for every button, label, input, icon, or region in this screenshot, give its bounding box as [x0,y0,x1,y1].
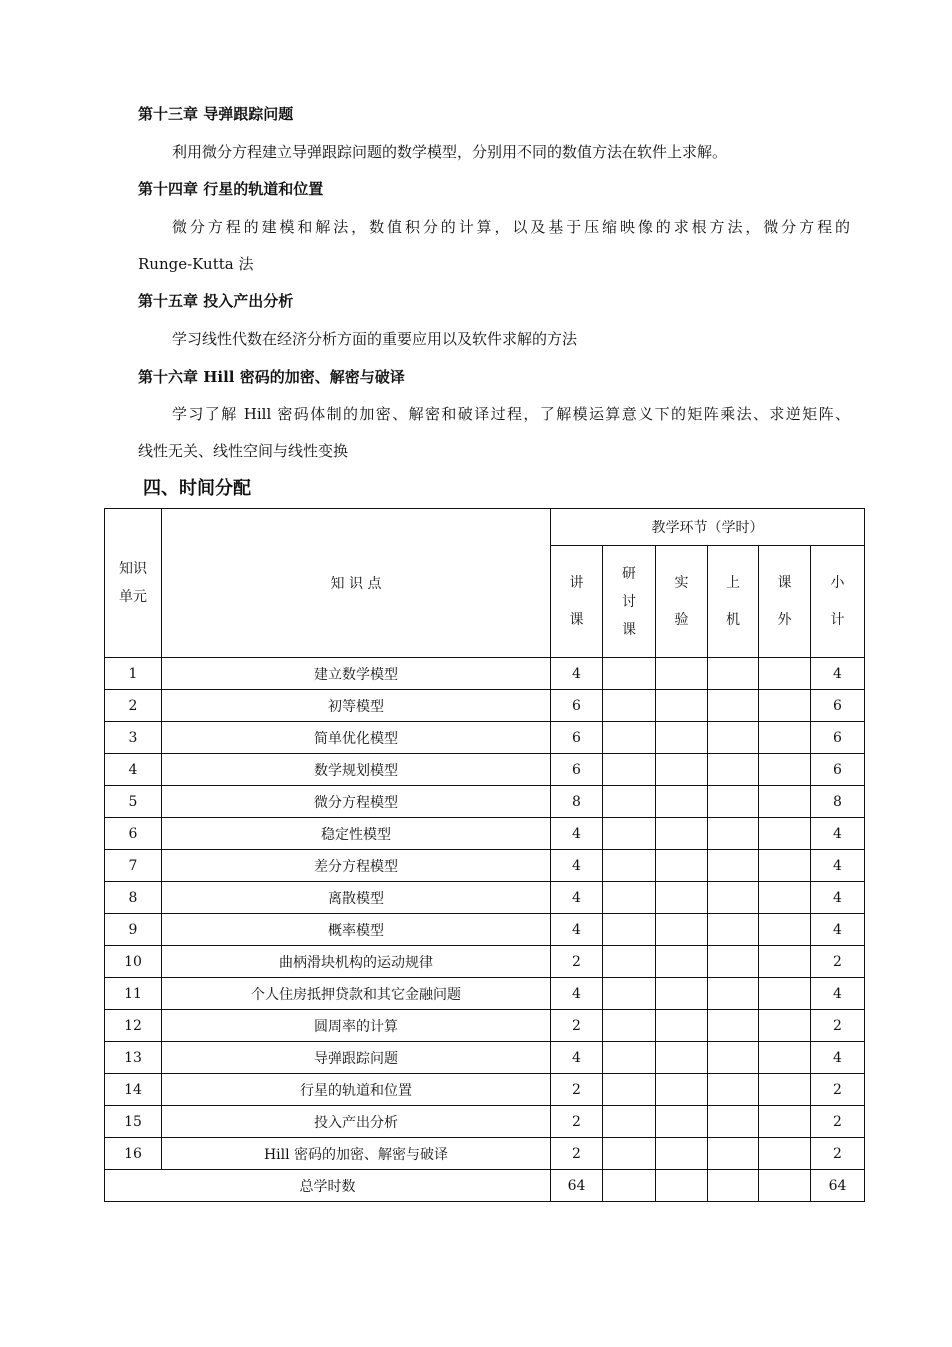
experiment-header-char-2: 验 [674,611,689,628]
seminar-hours-cell [603,690,656,722]
unit-number-cell: 12 [105,1010,162,1042]
total-computer-cell [708,1170,759,1202]
lecture-hours-cell: 4 [551,978,603,1010]
seminar-hours-cell [603,658,656,690]
unit-number-cell: 6 [105,818,162,850]
knowledge-header-cell: 知 识 点 [162,509,551,658]
table-row [105,818,865,850]
lecture-hours-cell: 2 [551,1138,603,1170]
unit-number-cell: 1 [105,658,162,690]
unit-header-line-2: 单元 [119,589,147,605]
extracurricular-hours-cell [759,818,811,850]
chapter-14-text-line-1: 微分方程的建模和解法，数值积分的计算，以及基于压缩映像的求根方法，微分方程的 [172,218,850,236]
experiment-hours-cell [656,690,708,722]
chapter-14-title: 第十四章 行星的轨道和位置 [138,180,324,198]
computer-hours-cell [708,690,759,722]
seminar-hours-cell [603,1042,656,1074]
unit-number-cell: 4 [105,754,162,786]
table-row [105,978,865,1010]
experiment-hours-cell [656,1042,708,1074]
extracurricular-hours-cell [759,754,811,786]
extracurricular-hours-cell [759,978,811,1010]
subtotal-hours-cell: 2 [811,1010,865,1042]
seminar-hours-cell [603,1138,656,1170]
lecture-hours-cell: 2 [551,1106,603,1138]
seminar-header-char-3: 课 [622,621,636,638]
chapter-15-title: 第十五章 投入产出分析 [138,292,294,310]
knowledge-point-cell: Hill 密码的加密、解密与破译 [162,1138,551,1170]
subtotal-hours-cell: 4 [811,850,865,882]
chapter-14-text-line-2: Runge-Kutta 法 [138,255,254,273]
unit-number-cell: 9 [105,914,162,946]
table-row [105,754,865,786]
computer-hours-cell [708,978,759,1010]
total-label-cell: 总学时数 [105,1170,551,1202]
table-row [105,882,865,914]
chapter-16-text-line-1: 学习了解 Hill 密码体制的加密、解密和破译过程，了解模运算意义下的矩阵乘法、求逆矩阵、 [172,405,850,423]
knowledge-point-cell: 导弹跟踪问题 [162,1042,551,1074]
knowledge-point-cell: 投入产出分析 [162,1106,551,1138]
lecture-hours-cell: 6 [551,690,603,722]
seminar-header-char-1: 研 [622,565,636,582]
unit-number-cell: 16 [105,1138,162,1170]
table-header-row-1 [105,509,865,546]
seminar-hours-cell [603,1074,656,1106]
subtotal-header-char-1: 小 [830,574,845,591]
computer-hours-cell [708,1042,759,1074]
seminar-hours-cell [603,722,656,754]
lecture-hours-cell: 4 [551,1042,603,1074]
extracurricular-hours-cell [759,914,811,946]
seminar-hours-cell [603,978,656,1010]
total-extracurricular-cell [759,1170,811,1202]
computer-hours-cell [708,914,759,946]
lecture-hours-cell: 2 [551,946,603,978]
subtotal-hours-cell: 6 [811,690,865,722]
experiment-hours-cell [656,754,708,786]
seminar-hours-cell [603,914,656,946]
table-row [105,1042,865,1074]
knowledge-point-cell: 概率模型 [162,914,551,946]
total-row [105,1170,865,1202]
extracurricular-hours-cell [759,1106,811,1138]
table-row [105,1074,865,1106]
lecture-hours-cell: 6 [551,754,603,786]
knowledge-point-cell: 初等模型 [162,690,551,722]
extracurricular-header-char-1: 课 [777,574,792,591]
seminar-hours-cell [603,850,656,882]
total-subtotal-cell: 64 [811,1170,865,1202]
seminar-hours-cell [603,818,656,850]
lecture-hours-cell: 2 [551,1010,603,1042]
table-row [105,722,865,754]
computer-hours-cell [708,850,759,882]
seminar-hours-cell [603,946,656,978]
knowledge-point-cell: 差分方程模型 [162,850,551,882]
knowledge-point-cell: 稳定性模型 [162,818,551,850]
experiment-hours-cell [656,658,708,690]
chapter-16-text-line-2: 线性无关、线性空间与线性变换 [138,442,349,460]
knowledge-point-cell: 建立数学模型 [162,658,551,690]
unit-number-cell: 2 [105,690,162,722]
table-row [105,1010,865,1042]
computer-header-char-2: 机 [726,611,740,628]
unit-number-cell: 7 [105,850,162,882]
extracurricular-hours-cell [759,946,811,978]
experiment-hours-cell [656,946,708,978]
lecture-hours-cell: 4 [551,818,603,850]
lecture-hours-cell: 4 [551,850,603,882]
table-row [105,690,865,722]
extracurricular-hours-cell [759,882,811,914]
seminar-hours-cell [603,1106,656,1138]
experiment-hours-cell [656,1074,708,1106]
subtotal-hours-cell: 4 [811,1042,865,1074]
unit-number-cell: 3 [105,722,162,754]
computer-hours-cell [708,754,759,786]
extracurricular-hours-cell [759,1138,811,1170]
experiment-hours-cell [656,914,708,946]
seminar-hours-cell [603,1010,656,1042]
subtotal-hours-cell: 8 [811,786,865,818]
knowledge-point-cell: 圆周率的计算 [162,1010,551,1042]
computer-header-char-1: 上 [726,574,740,591]
unit-number-cell: 13 [105,1042,162,1074]
seminar-hours-cell [603,882,656,914]
seminar-header-char-2: 讨 [622,593,636,610]
computer-hours-cell [708,1010,759,1042]
seminar-header [603,546,656,658]
computer-hours-cell [708,722,759,754]
unit-number-cell: 14 [105,1074,162,1106]
computer-hours-cell [708,658,759,690]
subtotal-header-char-2: 计 [830,611,845,628]
experiment-header-char-1: 实 [674,574,689,591]
subtotal-hours-cell: 4 [811,978,865,1010]
unit-number-cell: 5 [105,786,162,818]
total-seminar-cell [603,1170,656,1202]
extracurricular-header [759,546,811,658]
extracurricular-header-char-2: 外 [777,611,792,628]
seminar-hours-cell [603,754,656,786]
lecture-header-char-2: 课 [569,611,584,628]
knowledge-point-cell: 微分方程模型 [162,786,551,818]
extracurricular-hours-cell [759,786,811,818]
unit-number-cell: 10 [105,946,162,978]
experiment-hours-cell [656,1106,708,1138]
knowledge-point-cell: 行星的轨道和位置 [162,1074,551,1106]
lecture-hours-cell: 4 [551,658,603,690]
extracurricular-hours-cell [759,658,811,690]
extracurricular-hours-cell [759,1010,811,1042]
computer-hours-cell [708,786,759,818]
lecture-hours-cell: 4 [551,882,603,914]
computer-hours-cell [708,818,759,850]
knowledge-point-cell: 数学规划模型 [162,754,551,786]
chapter-16-title: 第十六章 Hill 密码的加密、解密与破译 [138,368,405,386]
lecture-hours-cell: 6 [551,722,603,754]
table-row [105,1138,865,1170]
computer-hours-cell [708,1106,759,1138]
table-row [105,914,865,946]
lecture-header-char-1: 讲 [569,574,584,591]
knowledge-point-cell: 简单优化模型 [162,722,551,754]
lecture-hours-cell: 8 [551,786,603,818]
subtotal-hours-cell: 2 [811,946,865,978]
computer-hours-cell [708,1138,759,1170]
seminar-hours-cell [603,786,656,818]
subtotal-hours-cell: 4 [811,914,865,946]
knowledge-point-cell: 曲柄滑块机构的运动规律 [162,946,551,978]
subtotal-hours-cell: 4 [811,658,865,690]
extracurricular-hours-cell [759,722,811,754]
experiment-hours-cell [656,722,708,754]
experiment-hours-cell [656,818,708,850]
table-row [105,1106,865,1138]
chapter-15-text: 学习线性代数在经济分析方面的重要应用以及软件求解的方法 [172,330,578,348]
computer-hours-cell [708,1074,759,1106]
extracurricular-hours-cell [759,1074,811,1106]
time-allocation-table [104,508,865,1202]
subtotal-hours-cell: 2 [811,1106,865,1138]
lecture-header [551,546,603,658]
unit-header-cell [105,509,162,658]
table-row [105,658,865,690]
lecture-hours-cell: 4 [551,914,603,946]
unit-header-line-1: 知识 [119,561,147,577]
subtotal-hours-cell: 2 [811,1138,865,1170]
lecture-hours-cell: 2 [551,1074,603,1106]
table-row [105,850,865,882]
subtotal-hours-cell: 6 [811,754,865,786]
extracurricular-hours-cell [759,690,811,722]
knowledge-point-cell: 个人住房抵押贷款和其它金融问题 [162,978,551,1010]
experiment-hours-cell [656,850,708,882]
extracurricular-hours-cell [759,850,811,882]
extracurricular-hours-cell [759,1042,811,1074]
experiment-hours-cell [656,978,708,1010]
total-lecture-cell: 64 [551,1170,603,1202]
subtotal-hours-cell: 6 [811,722,865,754]
experiment-hours-cell [656,1010,708,1042]
experiment-hours-cell [656,1138,708,1170]
chapter-13-title: 第十三章 导弹跟踪问题 [138,105,294,123]
subtotal-header [811,546,865,658]
experiment-hours-cell [656,786,708,818]
subtotal-hours-cell: 2 [811,1074,865,1106]
teaching-session-header: 教学环节（学时） [551,509,865,546]
total-experiment-cell [656,1170,708,1202]
subtotal-hours-cell: 4 [811,882,865,914]
table-row [105,786,865,818]
unit-number-cell: 8 [105,882,162,914]
experiment-header [656,546,708,658]
table-row [105,946,865,978]
computer-hours-cell [708,946,759,978]
chapter-13-text: 利用微分方程建立导弹跟踪问题的数学模型，分别用不同的数值方法在软件上求解。 [172,143,728,161]
unit-number-cell: 11 [105,978,162,1010]
subtotal-hours-cell: 4 [811,818,865,850]
computer-header [708,546,759,658]
section-title: 四、时间分配 [143,478,251,499]
experiment-hours-cell [656,882,708,914]
knowledge-point-cell: 离散模型 [162,882,551,914]
computer-hours-cell [708,882,759,914]
unit-number-cell: 15 [105,1106,162,1138]
